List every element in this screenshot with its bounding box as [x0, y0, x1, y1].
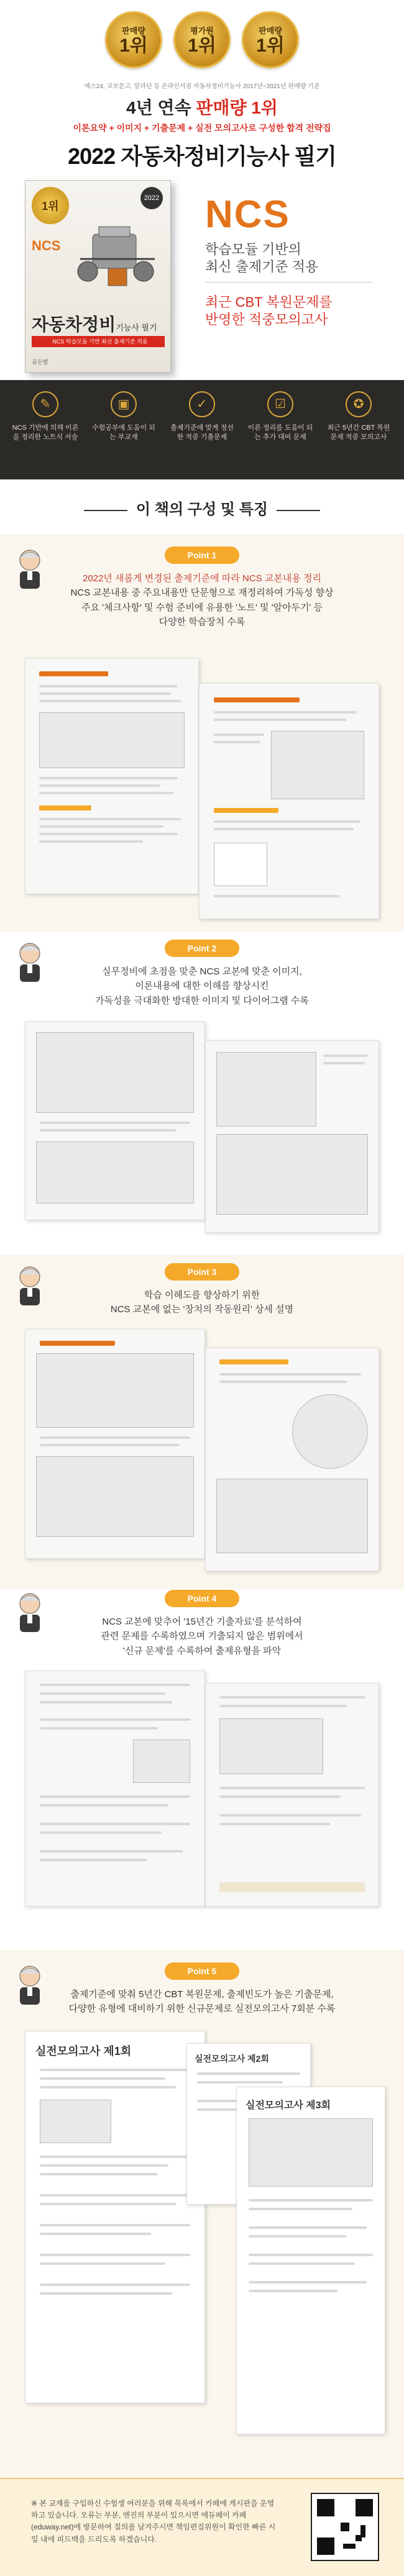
page-preview — [205, 1348, 379, 1571]
preview-line — [197, 2072, 300, 2075]
hero-subtitle — [0, 94, 404, 119]
point-line: 가독성을 극대화한 방대한 이미지 및 다이어그램 수록 — [95, 995, 309, 1006]
hero-feature-line: 학습모듈 기반의 — [205, 242, 301, 257]
page-preview — [25, 1671, 205, 1907]
point-3 — [0, 1261, 404, 1584]
preview-line — [40, 1718, 190, 1721]
preview-image — [271, 731, 364, 799]
point-label: Point 2 — [165, 940, 239, 957]
mock-exam-page — [236, 2087, 385, 2434]
point-line: NCS 교본에 맞추어 '15년간 기출자료'를 분석하여 — [102, 1617, 302, 1627]
preview-heading — [39, 805, 91, 810]
preview-image — [36, 1456, 193, 1537]
qr-code-icon — [214, 843, 267, 886]
preview-line — [219, 1814, 361, 1816]
hero-subtitle-accent: 판매량 1위 — [196, 98, 278, 117]
ncs-heading: NCS — [205, 193, 290, 236]
badge-rank: 1위 — [119, 35, 148, 56]
book-icon: ✎ — [32, 391, 58, 417]
preview-line — [249, 2290, 337, 2292]
preview-line — [214, 895, 339, 897]
cover-publisher: 골든벨 — [32, 359, 48, 365]
feature-text: 최근 5년간 CBT 복원문제 적중 모의고사 — [327, 424, 390, 441]
award-badge — [173, 11, 231, 68]
point-label: Point 5 — [165, 1962, 239, 1980]
preview-line — [39, 792, 174, 794]
page-preview — [205, 1683, 379, 1907]
point-description — [37, 1987, 367, 2016]
preview-line — [249, 2235, 346, 2238]
point-label: Point 4 — [165, 1590, 239, 1607]
preview-line — [40, 1122, 190, 1124]
preview-line — [40, 2292, 172, 2295]
preview-image — [216, 1479, 369, 1553]
feature-item — [324, 391, 393, 479]
point-line: NCS 교본에 없는 '장치의 작동원리' 상세 설명 — [110, 1304, 294, 1315]
footer-notice — [0, 2478, 404, 2576]
point-line: 주요 '체크사항' 및 수험 준비에 유용한 '노트' 및 '알아두기' 등 — [81, 602, 323, 613]
point-line: 2022년 새롭게 변경된 출제기준에 따라 NCS 교본내용 정리 — [82, 573, 321, 584]
point-1 — [0, 534, 404, 932]
preview-line — [39, 825, 163, 828]
qr-module — [360, 2525, 365, 2537]
down-arrow-icon — [190, 462, 214, 472]
preview-heading — [40, 1341, 115, 1346]
feature-text: NCS 기반에 의해 이론을 정리한 노트식 서술 — [12, 424, 79, 441]
badge-label: 판매량 — [259, 25, 282, 35]
mock-exam-title: 실전모의고사 제3회 — [246, 2100, 331, 2111]
preview-line — [249, 2226, 367, 2229]
point-line: 출제기준에 맞춰 5년간 CBT 복원문제, 출제빈도가 높은 기출문제, — [70, 1989, 334, 2000]
book-cover — [25, 180, 171, 373]
preview-line — [39, 833, 177, 835]
answer-bar — [219, 1882, 365, 1892]
preview-image — [36, 1032, 193, 1113]
page-preview — [25, 1022, 205, 1220]
hero-feature-line: 최근 CBT 복원문제를 — [205, 294, 333, 310]
preview-line — [40, 1684, 190, 1686]
point-line: 이론내용에 대한 이해를 향상시킨 — [135, 981, 269, 992]
preview-line — [219, 1381, 347, 1383]
badge-label: 판매량 — [122, 25, 145, 35]
point-line: NCS 교본내용 중 주요내용만 단문형으로 재정리하여 가독성 향상 — [70, 587, 334, 599]
hero-title: 2022 자동차정비기능사 필기 — [68, 143, 336, 169]
point-label: Point 1 — [165, 546, 239, 564]
preview-line — [214, 711, 357, 714]
preview-line — [219, 1373, 361, 1376]
preview-line — [40, 1850, 183, 1853]
preview-line — [249, 2199, 373, 2202]
hero-subtitle-prefix: 4년 연속 — [126, 98, 196, 117]
preview-line — [40, 1859, 147, 1861]
badge-rank: 1위 — [256, 35, 285, 56]
preview-line — [249, 2281, 367, 2283]
page-preview — [25, 1329, 205, 1559]
preview-line — [249, 2208, 352, 2210]
page-preview — [199, 683, 379, 919]
cover-year-badge: 2022 — [140, 187, 163, 209]
preview-heading — [39, 671, 108, 676]
preview-line — [214, 820, 360, 823]
preview-line — [40, 2224, 190, 2226]
point-description — [37, 964, 367, 1008]
section-title: 이 책의 구성 및 특징 — [0, 497, 404, 519]
qr-module — [343, 2544, 356, 2549]
point-line: 학습 이해도를 향상하기 위한 — [144, 1290, 260, 1300]
point-5 — [0, 1962, 404, 2472]
point-2 — [0, 935, 404, 1245]
mock-exam-title: 실전모의고사 제1회 — [35, 2045, 132, 2057]
cover-title-main: 자동차정비 — [32, 315, 116, 334]
mock-exam-title: 실전모의고사 제2회 — [195, 2054, 269, 2064]
point-description — [37, 1288, 367, 1317]
qr-finder — [317, 2537, 334, 2555]
preview-line — [40, 1436, 190, 1439]
preview-line — [40, 1804, 168, 1807]
preview-line — [39, 692, 170, 695]
preview-line — [197, 2081, 283, 2084]
cover-banner: NCS 학습모듈 기반 최신 출제기준 적용 — [32, 336, 165, 347]
point-line: '신규 문제'를 수록하여 출제유형을 파악 — [122, 1645, 282, 1656]
preview-line — [40, 1795, 190, 1798]
preview-line — [323, 1054, 368, 1057]
cover-title — [32, 311, 157, 336]
badge-label: 평가원 — [190, 25, 214, 35]
preview-line — [219, 1696, 365, 1698]
preview-line — [39, 784, 160, 787]
sales-note: 예스24, 교보문고, 알라딘 등 온라인서점 자동차정비기능사 2017년~2021년 판매량 기준 — [84, 83, 320, 90]
point-line: 다양한 유형에 대비하기 위한 신규문제로 실전모의고사 7회분 수록 — [68, 2003, 336, 2015]
preview-image — [36, 1353, 193, 1428]
preview-line — [40, 1831, 162, 1834]
qr-finder — [317, 2499, 334, 2516]
feature-text: 이론 정리를 도움이 되는 추가 대비 문제 — [247, 424, 313, 441]
feature-item — [11, 391, 80, 479]
preview-image — [249, 2118, 373, 2187]
preview-line — [39, 685, 177, 687]
cover-title-small: 기능사 필기 — [116, 323, 157, 332]
badge-rank: 1위 — [188, 35, 216, 56]
point-label: Point 3 — [165, 1263, 239, 1281]
preview-image — [216, 1134, 369, 1215]
preview-line — [219, 1795, 341, 1798]
preview-line — [40, 2194, 190, 2197]
preview-line — [40, 2283, 190, 2286]
preview-line — [40, 2262, 165, 2265]
feature-item — [246, 391, 314, 479]
hero-feature-line: 최신 출제기준 적용 — [205, 259, 319, 274]
preview-line — [40, 2086, 176, 2088]
page-preview — [205, 1040, 379, 1233]
preview-line — [40, 1444, 180, 1446]
preview-heading — [219, 1359, 288, 1364]
preview-image — [36, 1141, 193, 1204]
image-icon: ▣ — [111, 391, 137, 417]
qr-module — [341, 2523, 349, 2531]
preview-line — [219, 1787, 365, 1789]
point-line: 실무정비에 초점을 맞춘 NCS 교본에 맞춘 이미지, — [102, 966, 302, 977]
preview-image — [292, 1394, 368, 1469]
preview-line — [40, 2203, 176, 2205]
preview-line — [39, 840, 143, 843]
test-icon: ✓ — [189, 391, 215, 417]
preview-line — [219, 1823, 330, 1825]
preview-line — [39, 700, 181, 702]
hero-tags: 이론요약 + 이미지 + 기출문제 + 실전 모의고사로 구성한 합격 전략집 — [73, 123, 331, 133]
preview-image — [216, 1052, 316, 1127]
divider — [205, 282, 373, 283]
cover-award-icon: 1위 — [32, 187, 69, 224]
engine-illustration-icon — [74, 222, 161, 290]
award-badges — [0, 11, 404, 68]
preview-heading — [214, 697, 300, 702]
preview-line — [40, 2254, 190, 2256]
feature-text: 수험공부에 도움이 되는 부교재 — [92, 424, 155, 441]
check-icon: ☑ — [267, 391, 293, 417]
preview-line — [40, 1701, 172, 1703]
preview-line — [40, 2077, 165, 2080]
preview-line — [40, 2164, 168, 2167]
preview-line — [219, 1705, 347, 1707]
preview-line — [40, 1823, 190, 1825]
preview-line — [40, 2069, 190, 2071]
preview-line — [40, 1129, 176, 1132]
preview-line — [39, 818, 181, 820]
preview-line — [40, 2173, 158, 2175]
page-preview — [25, 658, 199, 894]
preview-line — [249, 2254, 373, 2256]
exam-icon: ✪ — [346, 391, 372, 417]
preview-image — [133, 1739, 190, 1783]
preview-image — [39, 712, 185, 768]
footer-text: ※ 본 교재를 구입하신 수험생 여러분을 위해 목록에서 카페에 게시판을 운영하고 있습니다. 오류는 부분, 엔진의 부분이 있으시면 에듀페이 카페(eduway.net)에 방문하여 질의를 남겨주시면 책임편집위원이 확인한 빠른 시일 내에 피드백을 드리도록 하겠습니다. — [31, 2499, 276, 2544]
cover-ncs: NCS — [32, 238, 61, 253]
preview-image — [40, 2100, 111, 2143]
preview-line — [40, 2156, 190, 2158]
award-badge — [242, 11, 299, 68]
hero-section — [0, 0, 404, 380]
point-line: 관련 문제를 수록하였으며 기출되지 않은 범위에서 — [101, 1631, 303, 1642]
point-description — [37, 1615, 367, 1658]
preview-line — [214, 719, 346, 721]
preview-line — [39, 777, 177, 779]
point-4 — [0, 1590, 404, 1938]
preview-line — [214, 733, 264, 736]
award-badge — [105, 11, 162, 68]
preview-image — [219, 1718, 323, 1774]
preview-line — [214, 741, 260, 743]
preview-line — [40, 2233, 151, 2235]
qr-code-icon[interactable] — [311, 2493, 379, 2561]
qr-finder — [356, 2499, 373, 2516]
feature-item — [90, 391, 158, 479]
preview-line — [323, 1062, 365, 1064]
feature-text: 출제기준에 맞게 정선한 적중 기출문제 — [170, 424, 234, 441]
hero-feature-line: 반영한 적중모의고사 — [205, 312, 328, 327]
preview-line — [40, 1692, 165, 1695]
preview-line — [214, 828, 354, 830]
point-line: 다양한 학습장치 수록 — [158, 616, 246, 627]
mock-exam-page — [25, 2031, 205, 2403]
preview-line — [249, 2262, 355, 2265]
preview-heading — [214, 808, 278, 813]
point-description — [37, 571, 367, 629]
preview-line — [40, 1727, 158, 1730]
